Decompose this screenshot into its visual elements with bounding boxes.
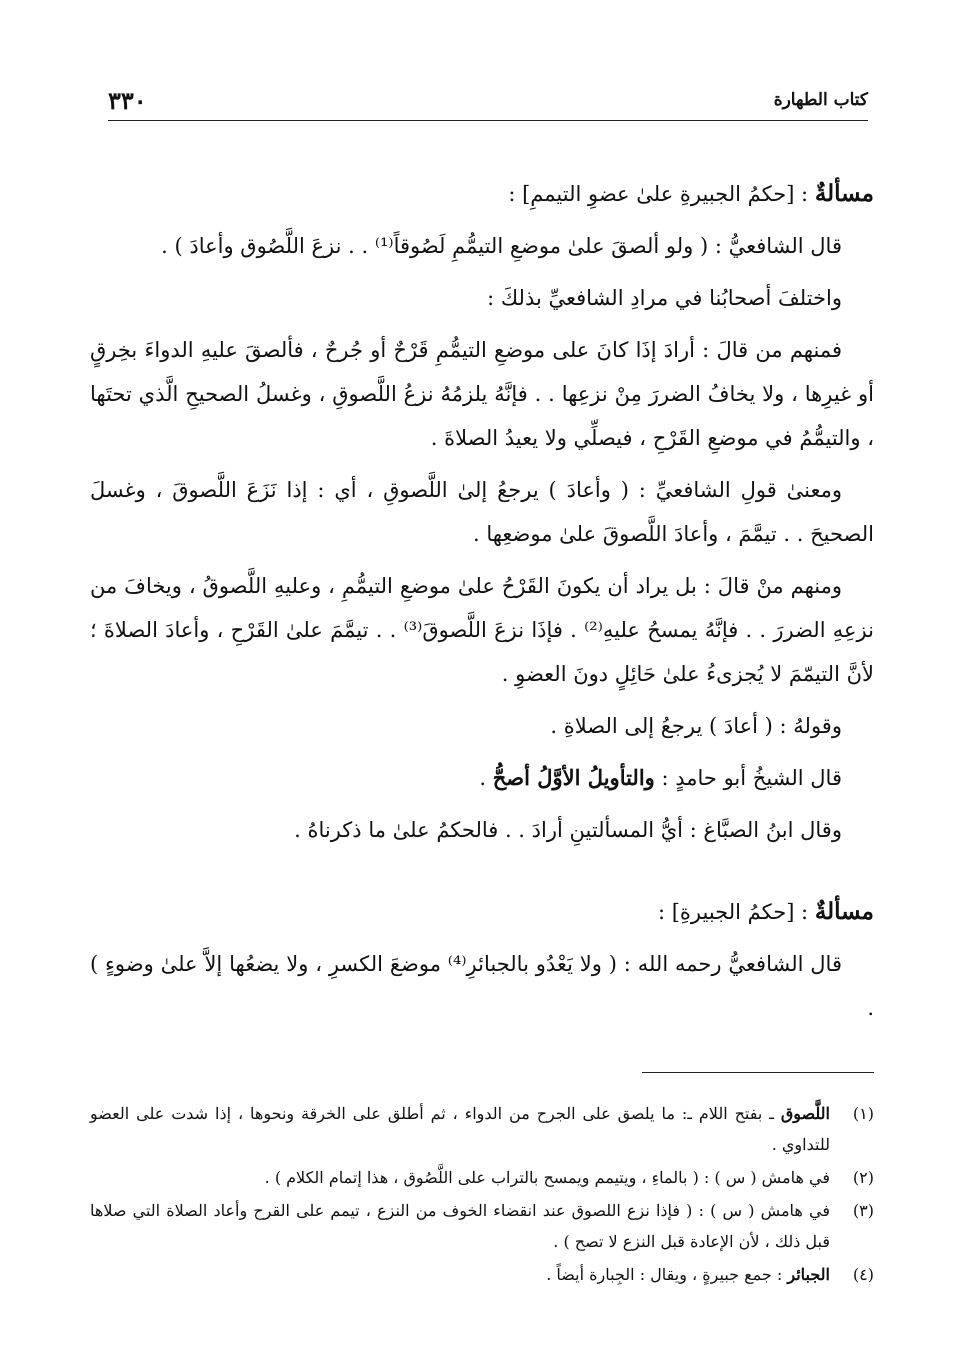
footnote-number: (١) <box>852 1104 874 1123</box>
paragraph: قال الشافعيُّ : ( ولو ألصقَ علىٰ موضعِ التيمُّمِ لَصُوقاً⁽¹⁾ . . نزعَ اللَّصُوق وأعادَ ) . <box>161 234 842 258</box>
paragraph: واختلفَ أصحابُنا في مرادِ الشافعيِّ بذلكَ : <box>487 286 842 310</box>
paragraph-end: . <box>479 766 493 790</box>
heading-keyword: مسألةٌ <box>814 180 874 207</box>
section-heading <box>90 172 874 216</box>
footnote-number: (٢) <box>852 1168 874 1187</box>
footnote-number: (٤) <box>852 1265 874 1284</box>
footnote <box>90 1195 874 1257</box>
bold-statement: والتأويلُ الأوَّلُ أصحُّ <box>492 765 655 790</box>
footnote-term: اللَّصوق <box>780 1104 830 1123</box>
footnote-body: في هامش ( س ) : ( بالماءِ ، ويتيمم ويمسح بالتراب على اللَّصُوق ، هذا إتمام الكلام ) . <box>264 1168 830 1187</box>
paragraph: وقولهُ : ( أعادَ ) يرجعُ إلى الصلاةِ . <box>550 714 842 738</box>
footnote-body: في هامش ( س ) : ( فإذا نزع اللصوق عند انقضاء الخوف من النزع ، تيمم على القرح وأعاد الصلاة التي صلاها قبل ذلك ، لأن الإعادة قبل النزع لا تصح ) . <box>90 1201 831 1251</box>
paragraph: فمنهم من قالَ : أرادَ إذَا كانَ على موضعِ التيمُّمِ قَرْحٌ أو جُرحٌ ، فألصقَ عليهِ الدواءَ بخِرقٍ أو غيرِها ، ولا يخافُ الضررَ مِنْ نزعِها . . فإنَّهُ يلزمُهُ نزعُ اللَّصوقِ ، وغسلُ الصحيحِ الَّذي تحتَها ، والتيمُّمُ في موضعِ القَرْحِ ، فيصلِّي ولا يعيدُ الصلاةَ . <box>90 338 874 450</box>
footnote-text <box>90 1259 830 1290</box>
footnote <box>90 1259 874 1290</box>
paragraph: ومنهم منْ قالَ : بل يراد أن يكونَ القَرْحُ علىٰ موضعِ التيمُّمِ ، وعليهِ اللَّصوقُ ، ويخافَ من نزعِهِ الضررَ . . فإنَّهُ يمسحُ عليهِ⁽²⁾ . فإذَا نزعَ اللَّصوقَ⁽³⁾ . . تيمَّمَ علىٰ القَرْحِ ، وأعادَ الصلاةَ ؛ لأنَّ التيمّمَ لا يُجزىءُ علىٰ حَائِلٍ دونَ العضوِ . <box>90 574 874 686</box>
running-title: كتاب الطهارة <box>773 90 868 110</box>
footnotes <box>90 1098 874 1292</box>
section-heading <box>90 890 874 934</box>
section-gap <box>90 860 874 882</box>
paragraph <box>90 756 874 800</box>
page-number: ٣٣٠ <box>108 86 147 115</box>
heading-text: : [حكمُ الجبيرةِ علىٰ عضوِ التيممِ] : <box>508 182 815 206</box>
paragraph-lead: قال الشيخُ أبو حامدٍ : <box>654 766 842 790</box>
footnote <box>90 1098 874 1160</box>
paragraph: ومعنىٰ قولِ الشافعيِّ : ( وأعادَ ) يرجعُ إلىٰ اللَّصوقِ ، أي : إذا نَزَعَ اللَّصوقَ ، وغسلَ الصحيحَ . . تيمَّمَ ، وأعادَ اللَّصوقَ علىٰ موضعِها . <box>90 478 874 546</box>
footnote <box>90 1162 874 1193</box>
footnote-separator <box>642 1072 874 1073</box>
footnote-body: ـ بفتح اللام ـ: ما يلصق على الجرح من الدواء ، ثم أطلق على الخرقة ونحوها ، إذا شدت على العضو للتداوي . <box>90 1104 830 1154</box>
main-text <box>90 164 874 1038</box>
footnote-text <box>90 1195 830 1257</box>
footnote-number: (٣) <box>852 1201 874 1220</box>
paragraph: قال الشافعيُّ رحمه الله : ( ولا يَعْدُو بالجبائرِ⁽⁴⁾ موضعَ الكسرِ ، ولا يضعُها إلاَّ علىٰ وضوءٍ ) . <box>90 952 874 1020</box>
footnote-term: الجبائر <box>787 1265 830 1284</box>
heading-text: : [حكمُ الجبيرةِ] : <box>657 900 815 924</box>
heading-keyword: مسألةٌ <box>814 898 874 925</box>
footnote-body: : جمع جبيرةٍ ، ويقال : الجِبارة أيضاً . <box>546 1265 788 1284</box>
footnote-text <box>90 1162 830 1193</box>
paragraph: وقال ابنُ الصبَّاغ : أيُّ المسألتينِ أرادَ . . فالحكمُ علىٰ ما ذكرناهُ . <box>294 818 842 842</box>
footnote-text <box>90 1098 830 1160</box>
page-header <box>108 86 868 121</box>
